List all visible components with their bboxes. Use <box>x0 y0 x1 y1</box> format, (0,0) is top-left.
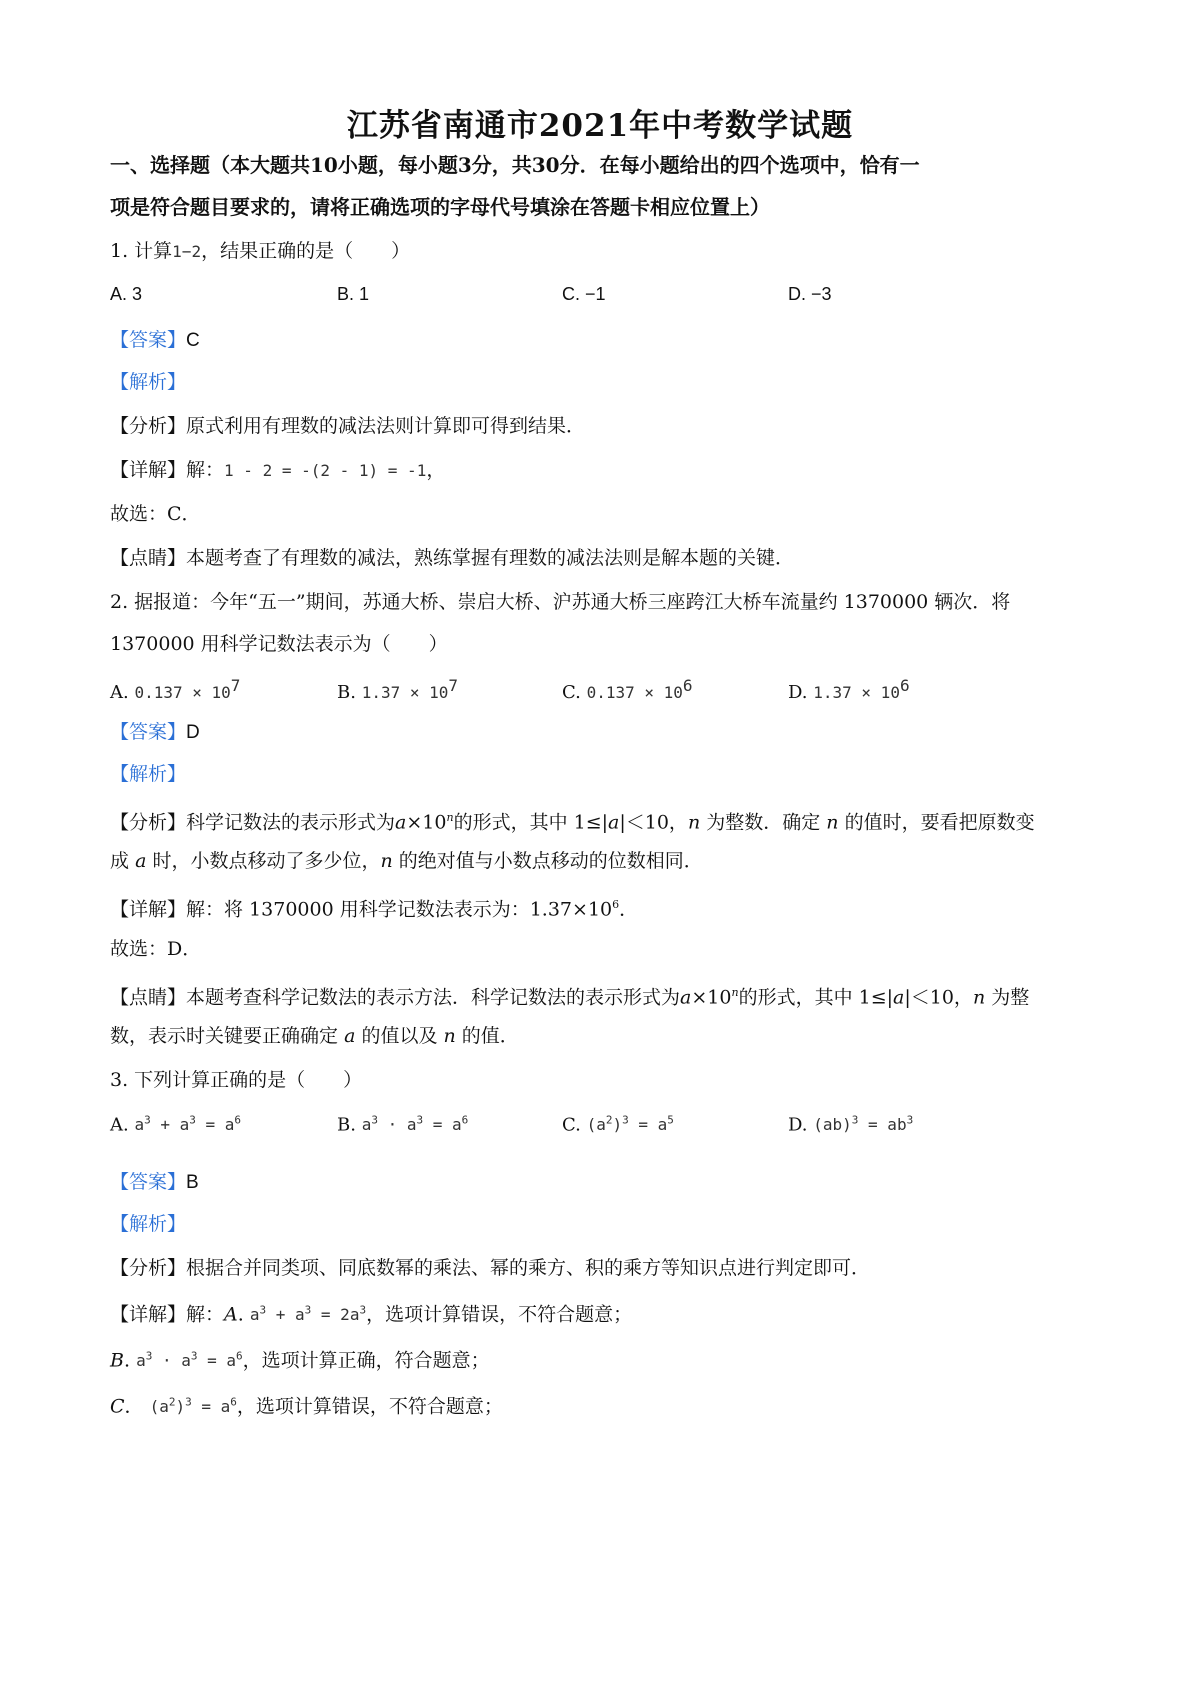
q3-option-c-letter: C. <box>562 1114 581 1136</box>
q3-xiangjie-prefix: 解： <box>186 1303 225 1326</box>
q2-fenxi-line1: 【分析】科学记数法的表示形式为$a\times 10^n$的形式，其中 1≤|a|＜10，n 为整数．确定 n 的值时，要看把原数变 <box>110 811 1035 834</box>
q1-stem-prefix: 1. 计算 <box>110 240 173 262</box>
q2-option-d-letter: D. <box>788 682 808 703</box>
q2-option-a <box>110 676 240 703</box>
q1-option-d: D. −3 <box>788 284 832 304</box>
q2-xiangjie-suffix: ． <box>619 898 639 921</box>
q2-fenxi-text-d: 为整数．确定 <box>706 811 821 834</box>
q1-dianjing <box>110 543 1100 573</box>
q3-option-b <box>337 1114 468 1135</box>
q3-option-d-letter: D. <box>788 1114 808 1136</box>
q2-dianjing-text-b: 的形式，其中 1≤| <box>738 986 894 1009</box>
xiangjie-label: 【详解】 <box>110 459 187 481</box>
q2-option-c-exp: 6 <box>682 676 693 695</box>
page-title: 江苏省南通市2021年中考数学试题 <box>346 108 854 144</box>
q2-option-a-exp: 7 <box>230 676 241 695</box>
q3-fenxi-text: 根据合并同类项、同底数幂的乘法、幂的乘方、积的乘方等知识点进行判定即可． <box>186 1257 871 1279</box>
q2-dianjing-text-a: 本题考查科学记数法的表示方法．科学记数法的表示形式为 <box>186 986 681 1009</box>
q2-option-b-exp: 7 <box>448 676 459 695</box>
q2-dianjing2-text-a: 数，表示时关键要正确确定 <box>110 1025 339 1047</box>
q3-xiangjie-c: C． $(a^2)^3 = a^6$，选项计算错误，不符合题意； <box>110 1395 503 1418</box>
q3-detail-c-expression: $(a^2)^3 = a^6$ <box>149 1396 237 1417</box>
q1-xiangjie-suffix: ， <box>426 459 446 481</box>
q3-answer <box>110 1167 1100 1198</box>
q3-option-d-expression: $(ab)^3 = ab^3$ <box>813 1114 914 1135</box>
fenxi-label: 【分析】 <box>110 811 187 834</box>
q3-xiangjie-b: B. $a^3 \cdot a^3 = a^6$，选项计算正确，符合题意； <box>110 1349 490 1372</box>
q2-option-c-letter: C. <box>562 682 581 703</box>
q3-option-a-letter: A. <box>110 1114 129 1136</box>
question-3-stem: 3. 下列计算正确的是（ ） <box>110 1069 363 1091</box>
q1-fenxi <box>110 411 1100 441</box>
dianjing-label: 【点睛】 <box>110 986 187 1009</box>
q2-option-b-letter: B. <box>337 682 356 703</box>
var-a: a <box>395 811 407 834</box>
q1-xiangjie-prefix: 解： <box>186 459 225 481</box>
q2-option-d <box>788 676 910 703</box>
q2-option-d-base: 1.37 × 10 <box>813 683 900 702</box>
q3-option-d <box>788 1114 913 1135</box>
dianjing-label: 【点睛】 <box>110 547 187 569</box>
q3-analysis-label <box>110 1209 1100 1239</box>
q1-xiangjie <box>110 455 1100 486</box>
q2-option-b-base: 1.37 × 10 <box>361 683 449 702</box>
q3-xiangjie-a: 【详解】解：A. $a^3 + a^3 = 2a^3$，选项计算错误，不符合题意； <box>110 1303 633 1326</box>
q2-fenxi2-text-b: 时，小数点移动了多少位， <box>152 850 381 872</box>
q2-fenxi-text-c: |＜10， <box>619 811 688 834</box>
q2-option-d-exp: 6 <box>899 676 910 695</box>
q2-answer <box>110 717 1100 748</box>
q3-option-a <box>110 1114 241 1135</box>
answer-label: 【答案】 <box>110 329 187 351</box>
analysis-label: 【解析】 <box>110 1213 187 1235</box>
q2-fenxi-text-a: 科学记数法的表示形式为 <box>186 811 396 834</box>
q2-option-a-base: 0.137 × 10 <box>134 683 231 702</box>
q1-answer <box>110 325 1100 356</box>
q2-dianjing2-text-b: 的值以及 <box>361 1025 438 1047</box>
q1-answer-value: C <box>186 330 200 351</box>
q3-option-c <box>562 1114 674 1135</box>
q2-fenxi2-text-c: 的绝对值与小数点移动的位数相同． <box>398 850 703 872</box>
q3-answer-value: B <box>186 1172 199 1193</box>
question-1-stem <box>110 236 1100 267</box>
q3-option-b-letter: B. <box>337 1114 356 1136</box>
q3-detail-b-text: ，选项计算正确，符合题意； <box>242 1349 490 1372</box>
question-2-stem-line2: 1370000 用科学记数法表示为（ ） <box>110 633 448 655</box>
q2-answer-value: D <box>186 722 200 743</box>
q2-fenxi-line2: 成 a 时，小数点移动了多少位，n 的绝对值与小数点移动的位数相同． <box>110 850 703 872</box>
q1-stem-expression: 1−2 <box>172 242 202 261</box>
xiangjie-label: 【详解】 <box>110 1303 187 1326</box>
q3-fenxi <box>110 1253 1100 1283</box>
q1-option-a: A. 3 <box>110 284 143 304</box>
answer-label: 【答案】 <box>110 1171 187 1193</box>
q1-xiangjie-expression: 1 - 2 = -(2 - 1) = -1 <box>224 461 427 480</box>
q3-detail-a-text: ，选项计算错误，不符合题意； <box>366 1303 633 1326</box>
q1-dianjing-text: 本题考查了有理数的减法，熟练掌握有理数的减法法则是解本题的关键． <box>186 547 795 569</box>
question-2-stem-line1: 2. 据报道：今年“五一”期间，苏通大桥、崇启大桥、沪苏通大桥三座跨江大桥车流量约 1370000 辆次．将 <box>110 591 1011 613</box>
section-heading-line2: 项是符合题目要求的，请将正确选项的字母代号填涂在答题卡相应位置上） <box>110 195 770 219</box>
q3-detail-c-text: ，选项计算错误，不符合题意； <box>236 1395 503 1418</box>
q1-analysis-label <box>110 367 1100 397</box>
q2-guxuan: 故选：D． <box>110 938 202 960</box>
q1-fenxi-text: 原式利用有理数的减法法则计算即可得到结果． <box>186 415 586 437</box>
analysis-label: 【解析】 <box>110 371 187 393</box>
q2-option-c-base: 0.137 × 10 <box>586 683 683 702</box>
q2-xiangjie <box>110 890 1100 924</box>
q2-dianjing2-text-c: 的值． <box>461 1025 519 1047</box>
q2-dianjing-line2: 数，表示时关键要正确确定 a 的值以及 n 的值． <box>110 1025 519 1047</box>
q2-option-b <box>337 676 458 703</box>
fenxi-label: 【分析】 <box>110 1257 187 1279</box>
answer-label: 【答案】 <box>110 721 187 743</box>
q2-fenxi-text-e: 的值时，要看把原数变 <box>844 811 1035 834</box>
fenxi-label: 【分析】 <box>110 415 187 437</box>
q2-fenxi2-text-a: 成 <box>110 850 130 872</box>
q3-option-c-expression: $(a^2)^3 = a^5$ <box>586 1114 674 1135</box>
q3-option-a-expression: $a^3 + a^3 = a^6$ <box>134 1114 242 1135</box>
q3-option-b-expression: $a^3 \cdot a^3 = a^6$ <box>361 1114 469 1135</box>
q2-dianjing-text-c: |＜10， <box>904 986 973 1009</box>
q2-fenxi-text-b: 的形式，其中 1≤| <box>453 811 609 834</box>
q2-xiangjie-exp: 6 <box>612 898 620 911</box>
q2-dianjing-line1: 【点睛】本题考查科学记数法的表示方法．科学记数法的表示形式为$a\times 10^n$的形式，其中 1≤|a|＜10，n 为整 <box>110 986 1030 1009</box>
q2-option-c <box>562 676 693 703</box>
section-heading-line1: 一、选择题（本大题共10小题，每小题3分，共30分．在每小题给出的四个选项中，恰有一 <box>110 153 920 177</box>
q1-stem-suffix: ，结果正确的是（ ） <box>201 240 411 262</box>
q3-detail-a-expression: $a^3 + a^3 = 2a^3$ <box>249 1304 367 1325</box>
q1-option-c: C. −1 <box>562 284 606 304</box>
analysis-label: 【解析】 <box>110 763 187 785</box>
q2-dianjing-text-d: 为整 <box>991 986 1030 1009</box>
q2-analysis-label <box>110 759 1100 789</box>
xiangjie-label: 【详解】 <box>110 898 187 921</box>
q1-option-b: B. 1 <box>337 284 370 304</box>
q3-detail-b-expression: $a^3 \cdot a^3 = a^6$ <box>136 1350 243 1371</box>
q1-guxuan: 故选：C． <box>110 503 201 525</box>
q2-xiangjie-text: 解：将 1370000 用科学记数法表示为：1.37×10 <box>186 898 613 921</box>
q2-option-a-letter: A. <box>110 682 129 703</box>
